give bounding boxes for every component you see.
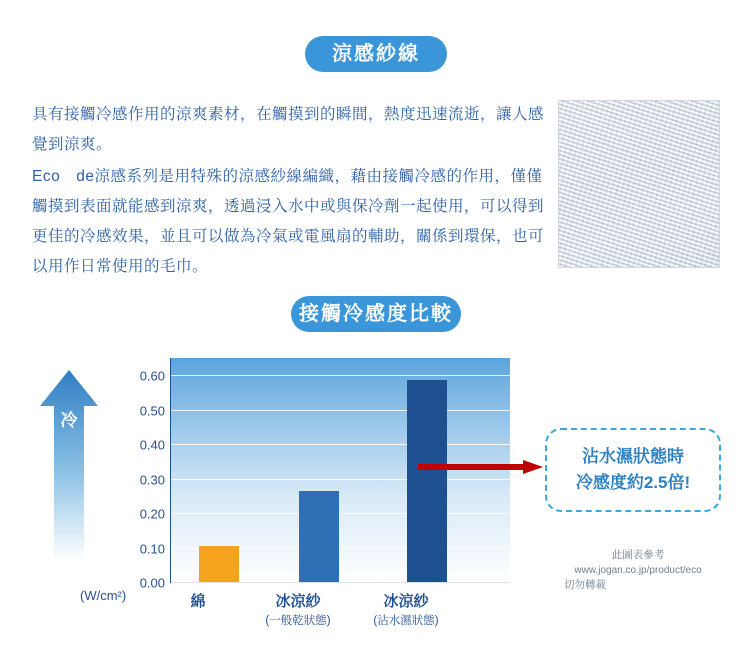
bar-label-cotton: 綿 [190, 593, 206, 610]
ytick-label-0: 0.00 [139, 575, 165, 591]
cool-feel-comparison-chart [0, 350, 750, 668]
bar-sublabel-cool-yarn-dry: (一般乾狀態) [265, 615, 331, 627]
source-note-line-1: 此圖表參考 [611, 549, 665, 561]
ytick-label-3: 0.30 [139, 472, 165, 488]
bar-cotton [199, 546, 239, 582]
ytick-label-4: 0.40 [139, 437, 165, 453]
ytick-label-2: 0.20 [139, 506, 165, 522]
ytick-label-1: 0.10 [139, 541, 165, 557]
source-note-url: www.jogan.co.jp/product/eco [574, 565, 702, 576]
red-arrow-icon [418, 460, 543, 474]
intro-paragraph-2: Eco de涼感系列是用特殊的涼感紗線編織，藉由接觸冷感的作用，僅僅觸摸到表面就能感到涼爽，透過浸入水中或與保冷劑一起使用，可以得到更佳的冷感效果，並且可以做為冷氣或電風扇的輔助，關係到環保，也可以用作日常使用的毛巾。 [32, 168, 545, 275]
gridline-4 [139, 437, 510, 453]
source-note-warning: 切勿轉載 [564, 579, 606, 591]
bar-sublabel-cool-yarn-wet: (沾水濕狀態) [373, 615, 439, 627]
source-note [548, 548, 728, 593]
bar-cool-yarn-dry [299, 491, 339, 582]
gridline-6 [139, 368, 510, 384]
callout-line-1: 沾水濕狀態時 [582, 447, 684, 466]
fabric-photo [558, 100, 720, 268]
gridline-2 [139, 506, 510, 522]
gridline-5 [139, 403, 510, 419]
section-title-yarn: 涼感紗線 [305, 36, 447, 72]
callout-line-2: 冷感度約2.5倍! [575, 473, 691, 492]
y-axis-unit-label: (W/cm²) [80, 588, 127, 603]
intro-paragraph-1: 具有接觸冷感作用的涼爽素材，在觸摸到的瞬間，熱度迅速流逝，讓人感覺到涼爽。 [32, 106, 545, 153]
bar-cool-yarn-wet [407, 380, 447, 582]
gridline-3 [139, 472, 510, 488]
cold-arrow-label: 冷 [60, 411, 78, 430]
intro-text-block [32, 100, 544, 282]
bar-label-cool-yarn-dry: 冰涼紗 [275, 593, 321, 610]
callout-box [545, 428, 721, 512]
ytick-label-6: 0.60 [139, 368, 165, 384]
ytick-label-5: 0.50 [139, 403, 165, 419]
section-title-comparison: 接觸冷感度比較 [291, 296, 461, 332]
cold-arrow-icon [40, 370, 98, 560]
gridline-0 [139, 575, 510, 591]
bar-label-cool-yarn-wet: 冰涼紗 [383, 593, 429, 610]
